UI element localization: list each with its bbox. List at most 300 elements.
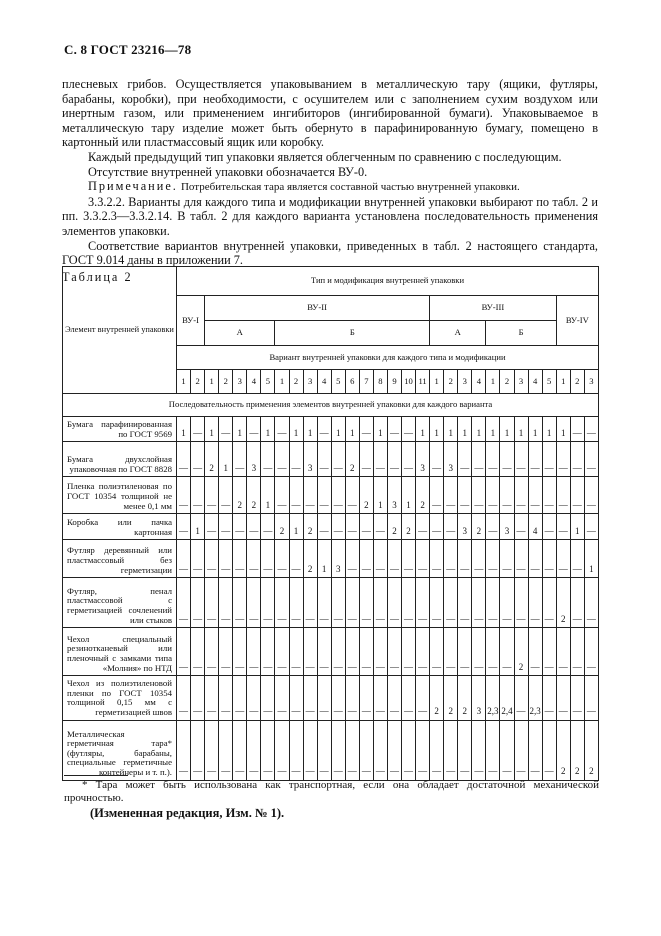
table-cell: 2 [303, 514, 317, 540]
table-cell: — [458, 720, 472, 780]
table-cell: 3 [500, 514, 514, 540]
table-cell: — [416, 676, 430, 720]
element-header: Элемент внутренней упаковки [63, 267, 177, 394]
table-cell: — [430, 540, 444, 578]
table-cell: — [219, 720, 233, 780]
table-cell: 2,3 [528, 676, 542, 720]
table-cell: — [584, 442, 598, 477]
element-label: Футляр, пенал пластмассовой с герметизацией сочленений или стыков [63, 578, 177, 628]
variant-number: 3 [584, 370, 598, 394]
table-cell: 1 [444, 417, 458, 442]
table-cell: — [556, 540, 570, 578]
table-cell: — [261, 442, 275, 477]
variant-number: 4 [528, 370, 542, 394]
table-cell: 1 [261, 417, 275, 442]
table-cell: — [528, 442, 542, 477]
table-cell: — [444, 477, 458, 514]
element-label: Бумага двухслойная упаковочная по ГОСТ 8828 [63, 442, 177, 477]
table-cell: — [289, 540, 303, 578]
table-cell: — [177, 477, 191, 514]
table-cell: — [472, 720, 486, 780]
table-cell: — [542, 676, 556, 720]
table-cell: — [584, 676, 598, 720]
table-cell: — [247, 676, 261, 720]
table-row [63, 720, 599, 780]
table-cell: — [205, 720, 219, 780]
table-cell: — [261, 628, 275, 676]
table-cell: — [261, 720, 275, 780]
page-header: С. 8 ГОСТ 23216—78 [64, 42, 192, 57]
table-cell: 2 [275, 514, 289, 540]
table-cell: — [542, 540, 556, 578]
type-vu4: ВУ-IV [556, 296, 598, 346]
variant-header: Вариант внутренней упаковки для каждого типа и модификации [177, 346, 599, 370]
table-cell: — [387, 540, 401, 578]
paragraph-5: Соответствие вариантов внутренней упаковки, приведенных в табл. 2 настоящего стандарта, ГОСТ 9.014 даны в приложении 7. [62, 238, 598, 268]
table-row [63, 578, 599, 628]
table-cell: — [275, 676, 289, 720]
table-cell: — [402, 540, 416, 578]
table-cell: — [205, 477, 219, 514]
table-cell: — [219, 628, 233, 676]
table-cell: — [514, 477, 528, 514]
table-cell: — [458, 540, 472, 578]
table-cell: — [570, 578, 584, 628]
table-cell: — [219, 514, 233, 540]
variant-number: 4 [472, 370, 486, 394]
table-cell: — [331, 477, 345, 514]
table-row [63, 514, 599, 540]
table-cell: — [542, 720, 556, 780]
table-cell: — [584, 514, 598, 540]
table-cell: — [416, 628, 430, 676]
table-cell: — [219, 540, 233, 578]
table-cell: 1 [261, 477, 275, 514]
table-cell: — [191, 477, 205, 514]
table-cell: — [472, 477, 486, 514]
element-label: Пленка полиэтиленовая по ГОСТ 10354 толщиной не менее 0,1 мм [63, 477, 177, 514]
table-cell: — [289, 578, 303, 628]
table-cell: — [514, 720, 528, 780]
table-cell: 2,4 [500, 676, 514, 720]
table-cell: — [331, 442, 345, 477]
table-cell: — [373, 720, 387, 780]
table-cell: — [205, 514, 219, 540]
table-cell: 2 [584, 720, 598, 780]
table-cell: — [542, 578, 556, 628]
table-cell: 2 [303, 540, 317, 578]
table-cell: — [191, 676, 205, 720]
table-cell: — [205, 676, 219, 720]
table-cell: — [416, 540, 430, 578]
variant-number: 1 [486, 370, 500, 394]
variant-number: 6 [345, 370, 359, 394]
table-cell: — [402, 578, 416, 628]
table-cell: — [303, 628, 317, 676]
table-cell: — [219, 417, 233, 442]
table-cell: 1 [458, 417, 472, 442]
table-cell: 1 [317, 540, 331, 578]
table-row [63, 442, 599, 477]
table-cell: — [542, 442, 556, 477]
variant-number: 1 [275, 370, 289, 394]
table-cell: — [275, 720, 289, 780]
table-cell: — [345, 514, 359, 540]
variant-number: 2 [219, 370, 233, 394]
table-cell: — [570, 442, 584, 477]
element-label: Металлическая герметичная тара* (футляры, барабаны, специальные герметичные контейнеры и т. п.). [63, 720, 177, 780]
table-cell: 1 [233, 417, 247, 442]
table-cell: — [317, 628, 331, 676]
table-cell: — [345, 676, 359, 720]
table-cell: 3 [458, 514, 472, 540]
table-cell: — [500, 628, 514, 676]
table-cell: — [233, 676, 247, 720]
table-cell: — [359, 720, 373, 780]
table-cell: 1 [191, 514, 205, 540]
table-cell: — [233, 540, 247, 578]
table-cell: — [514, 442, 528, 477]
table-cell: — [345, 720, 359, 780]
table-cell: — [303, 720, 317, 780]
table-cell: 1 [430, 417, 444, 442]
table-cell: — [317, 442, 331, 477]
table-cell: — [373, 442, 387, 477]
table-cell: — [387, 442, 401, 477]
type-vu3: ВУ-III [430, 296, 557, 321]
table-cell: 1 [486, 417, 500, 442]
table-cell: 2 [430, 676, 444, 720]
table-cell: — [205, 628, 219, 676]
table-cell: — [458, 578, 472, 628]
table-cell: — [472, 540, 486, 578]
table-cell: — [289, 628, 303, 676]
table-cell: — [373, 676, 387, 720]
table-cell: — [387, 720, 401, 780]
table-cell: — [584, 628, 598, 676]
table-cell: 2 [402, 514, 416, 540]
table-cell: — [191, 628, 205, 676]
table-cell: 2 [247, 477, 261, 514]
table-row [63, 628, 599, 676]
table-cell: — [570, 628, 584, 676]
table-cell: — [247, 720, 261, 780]
note-text: Потребительская тара является составной частью внутренней упаковки. [180, 181, 520, 194]
table-cell: — [528, 628, 542, 676]
table-cell: — [275, 477, 289, 514]
table-cell: 2 [556, 578, 570, 628]
note [62, 179, 598, 195]
table-cell: 2 [556, 720, 570, 780]
table-row [63, 477, 599, 514]
table-cell: 1 [331, 417, 345, 442]
table-cell: — [331, 628, 345, 676]
table-cell: 2 [359, 477, 373, 514]
table-cell: 4 [528, 514, 542, 540]
table-cell: — [486, 477, 500, 514]
table-cell: — [430, 514, 444, 540]
table-cell: 1 [303, 417, 317, 442]
table-cell: 1 [205, 417, 219, 442]
footnote-divider [64, 775, 128, 776]
variant-number: 2 [289, 370, 303, 394]
table-cell: — [387, 628, 401, 676]
table-cell: — [402, 628, 416, 676]
table-cell: — [402, 417, 416, 442]
table-cell: — [444, 514, 458, 540]
table-cell: — [402, 720, 416, 780]
table-cell: — [514, 676, 528, 720]
table-cell: — [430, 578, 444, 628]
table-cell: — [528, 578, 542, 628]
table-cell: — [317, 417, 331, 442]
table-cell: — [430, 628, 444, 676]
table-cell: 1 [289, 514, 303, 540]
table-cell: 2 [205, 442, 219, 477]
variant-number: 7 [359, 370, 373, 394]
table-cell: 3 [472, 676, 486, 720]
variant-number: 9 [387, 370, 401, 394]
table-cell: — [191, 540, 205, 578]
paragraph-3: Отсутствие внутренней упаковки обозначается ВУ-0. [88, 164, 368, 179]
sequence-header: Последовательность применения элементов внутренней упаковки для каждого варианта [63, 394, 599, 417]
paragraph-2: Каждый предыдущий тип упаковки является облегченным по сравнению с последующим. [88, 149, 562, 164]
table-cell: — [191, 720, 205, 780]
table-cell: — [177, 676, 191, 720]
table-cell: — [373, 578, 387, 628]
table-cell: — [402, 676, 416, 720]
table-cell: — [458, 628, 472, 676]
table-cell: — [472, 578, 486, 628]
table-cell: 2 [570, 720, 584, 780]
table-cell: — [528, 477, 542, 514]
table-cell: — [345, 540, 359, 578]
table-cell: — [275, 578, 289, 628]
table-cell: 2 [416, 477, 430, 514]
footnote: * Тара может быть использована как транспортная, если она обладает достаточной механической прочностью. [64, 779, 599, 804]
table-cell: — [233, 442, 247, 477]
table-cell: — [444, 578, 458, 628]
table-cell: — [261, 676, 275, 720]
element-label: Чехол из полиэтиленовой пленки по ГОСТ 10354 толщиной 0,15 мм с герметизацией швов [63, 676, 177, 720]
table-cell: — [331, 720, 345, 780]
variant-number: 2 [500, 370, 514, 394]
table-cell: 1 [570, 514, 584, 540]
table-cell: — [261, 514, 275, 540]
table-cell: — [359, 442, 373, 477]
table-cell: — [514, 540, 528, 578]
mod-vu2-b: Б [275, 321, 430, 346]
table-cell: — [444, 540, 458, 578]
table-cell: 1 [542, 417, 556, 442]
mod-vu3-a: А [430, 321, 486, 346]
variant-number: 10 [402, 370, 416, 394]
table-cell: — [387, 578, 401, 628]
table-cell: — [233, 578, 247, 628]
table-cell: — [373, 540, 387, 578]
table-cell: — [500, 442, 514, 477]
table-cell: — [570, 477, 584, 514]
variant-number: 2 [570, 370, 584, 394]
table-cell: — [556, 477, 570, 514]
table-cell: 1 [416, 417, 430, 442]
table-cell: — [275, 540, 289, 578]
table-cell: — [247, 578, 261, 628]
table-cell: — [584, 417, 598, 442]
table-cell: — [359, 578, 373, 628]
table-cell: — [177, 514, 191, 540]
table-cell: 3 [247, 442, 261, 477]
table-cell: 2 [233, 477, 247, 514]
table-cell: — [416, 720, 430, 780]
table-cell: — [444, 628, 458, 676]
table-cell: 3 [416, 442, 430, 477]
table-cell: — [373, 514, 387, 540]
table-cell: — [317, 477, 331, 514]
variant-number: 1 [177, 370, 191, 394]
variant-number: 1 [556, 370, 570, 394]
table-cell: — [219, 676, 233, 720]
table-cell: — [345, 628, 359, 676]
table-cell: — [247, 540, 261, 578]
table-cell: 2 [458, 676, 472, 720]
table-cell: 1 [584, 540, 598, 578]
table-cell: — [402, 442, 416, 477]
table-cell: — [528, 540, 542, 578]
table-cell: — [556, 514, 570, 540]
table-cell: — [177, 628, 191, 676]
variant-number: 5 [331, 370, 345, 394]
type-vu1: ВУ-I [177, 296, 205, 346]
element-label: Чехол специальный резинотканевый или пленочный с замками типа «Молния» по НТД [63, 628, 177, 676]
table-cell: 1 [289, 417, 303, 442]
table-cell: — [303, 676, 317, 720]
table-cell: — [458, 442, 472, 477]
mod-vu3-b: Б [486, 321, 556, 346]
table-cell: — [387, 676, 401, 720]
element-label: Бумага парафинированная по ГОСТ 9569 [63, 417, 177, 442]
table-cell: — [514, 514, 528, 540]
table-cell: — [542, 477, 556, 514]
table-cell: — [317, 578, 331, 628]
mod-vu2-a: А [205, 321, 275, 346]
table-cell: — [373, 628, 387, 676]
table-cell: — [514, 578, 528, 628]
variant-number: 3 [303, 370, 317, 394]
table-cell: — [275, 442, 289, 477]
table-cell: — [317, 720, 331, 780]
table-cell: — [359, 514, 373, 540]
body-text [62, 77, 598, 284]
variant-number: 3 [514, 370, 528, 394]
table-cell: 1 [500, 417, 514, 442]
table-cell: — [191, 442, 205, 477]
table-cell: 1 [373, 477, 387, 514]
table-cell: — [233, 628, 247, 676]
table-cell: — [359, 417, 373, 442]
table-cell: — [570, 417, 584, 442]
type-vu2: ВУ-II [205, 296, 430, 321]
table-cell: 1 [219, 442, 233, 477]
paragraph-1: плесневых грибов. Осуществляется упаковыванием в металлическую тару (ящики, футляры, барабаны, коробки), при необходимости, с осушителем или с заполнением сухим воздухом или инертным газом, или применением ингибиторов (ингибированной бумаги). Упаковываемое в металлическую тару изделие может быть обернуто в парафинированную бумагу, помещено в картонный или пластмассовый ящик или коробку. [62, 77, 598, 150]
table-cell: — [570, 540, 584, 578]
variant-number: 11 [416, 370, 430, 394]
table-cell: 2 [345, 442, 359, 477]
table-cell: — [486, 442, 500, 477]
variant-number: 3 [233, 370, 247, 394]
table-cell: — [289, 676, 303, 720]
table-cell: 2 [444, 676, 458, 720]
table-cell: — [359, 540, 373, 578]
element-label: Коробка или пачка картонная [63, 514, 177, 540]
table-cell: — [430, 720, 444, 780]
table-cell: — [261, 578, 275, 628]
table-cell: — [500, 578, 514, 628]
variant-number: 8 [373, 370, 387, 394]
packaging-table [62, 266, 599, 781]
table-cell: 1 [402, 477, 416, 514]
table-cell: — [528, 720, 542, 780]
table-cell: — [289, 477, 303, 514]
note-label: Примечание. [88, 179, 178, 194]
table-cell: — [303, 578, 317, 628]
table-cell: 1 [528, 417, 542, 442]
table-cell: — [500, 540, 514, 578]
table-cell: — [556, 628, 570, 676]
element-label: Футляр деревянный или пластмассовый без герметизации [63, 540, 177, 578]
table-cell: — [345, 578, 359, 628]
table-cell: — [486, 540, 500, 578]
table-cell: — [556, 442, 570, 477]
table-cell: — [416, 514, 430, 540]
table-cell: — [289, 442, 303, 477]
variant-number: 2 [191, 370, 205, 394]
table-cell: — [191, 417, 205, 442]
table-cell: — [472, 442, 486, 477]
table-cell: — [177, 540, 191, 578]
table-cell: — [233, 720, 247, 780]
table-cell: 3 [387, 477, 401, 514]
variant-number: 1 [205, 370, 219, 394]
table-cell: 1 [472, 417, 486, 442]
table-row [63, 540, 599, 578]
table-cell: — [247, 628, 261, 676]
table-cell: 2 [514, 628, 528, 676]
variant-number: 4 [247, 370, 261, 394]
table-cell: — [542, 628, 556, 676]
table-cell: — [177, 578, 191, 628]
variant-number: 3 [458, 370, 472, 394]
table-cell: — [542, 514, 556, 540]
variant-number: 5 [261, 370, 275, 394]
table-cell: 3 [303, 442, 317, 477]
table-cell: — [584, 578, 598, 628]
table-cell: — [331, 514, 345, 540]
table-cell: — [556, 676, 570, 720]
table-row [63, 417, 599, 442]
table-cell: — [500, 477, 514, 514]
table-cell: — [486, 514, 500, 540]
table-cell: 2,3 [486, 676, 500, 720]
table-cell: — [177, 720, 191, 780]
table-cell: — [416, 578, 430, 628]
table-cell: — [486, 628, 500, 676]
table-cell: — [430, 442, 444, 477]
table-cell: — [331, 578, 345, 628]
table-cell: — [289, 720, 303, 780]
variant-number: 1 [430, 370, 444, 394]
table-cell: — [345, 477, 359, 514]
